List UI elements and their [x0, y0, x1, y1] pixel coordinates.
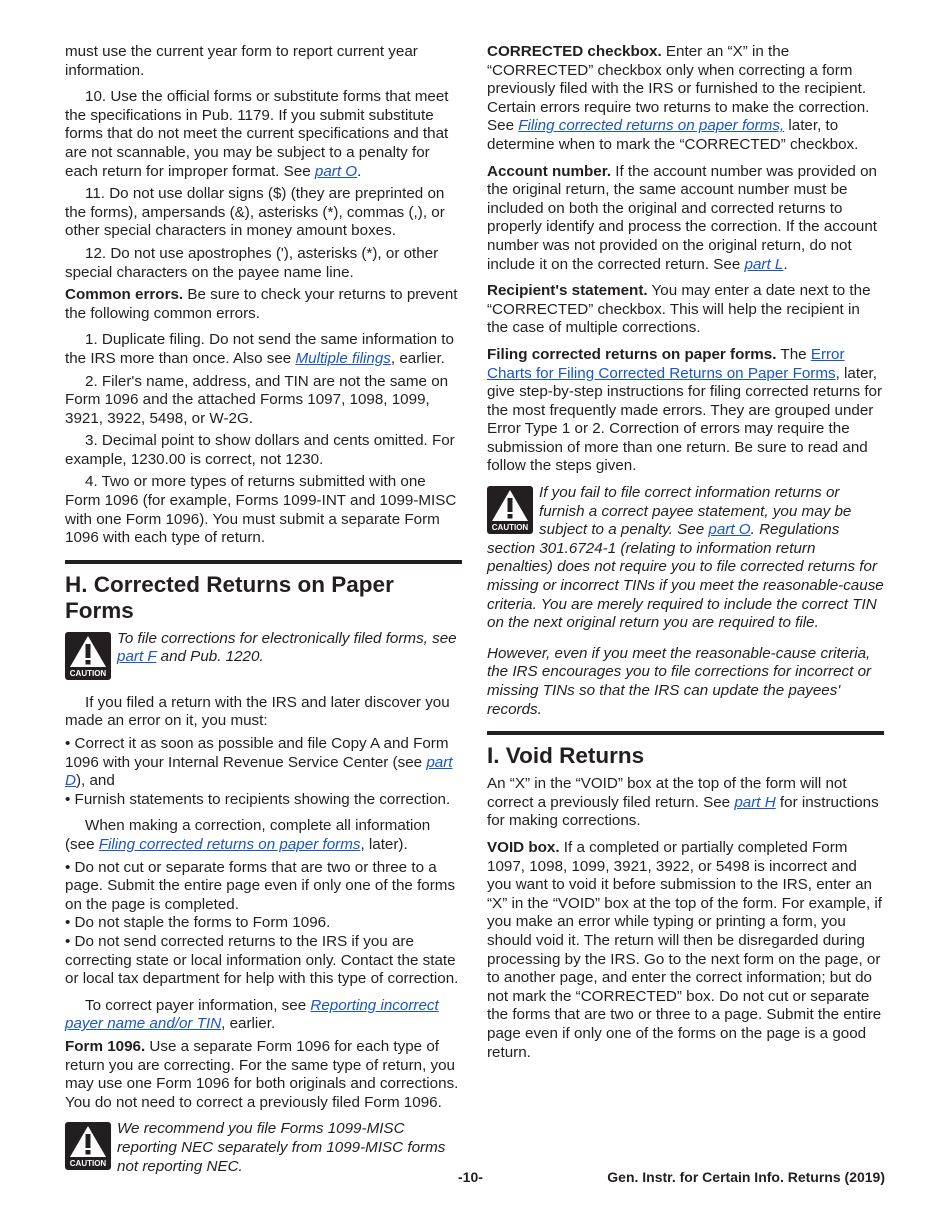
caution-label: CAUTION: [491, 523, 529, 533]
text: Be sure to check your returns to prevent the following common errors.: [65, 286, 458, 322]
text: • Do not cut or separate forms that are two or three to a page. Submit the entire page even if only one of the forms on the page is completed.: [65, 858, 456, 913]
caution-icon: [487, 486, 533, 534]
text: 2. Filer's name, address, and TIN are not the same on Form 1096 and the attached Forms 1097, 1098, 1099, 3921, 3922, 5498, or W-2G.: [65, 372, 449, 427]
run-in-heading: Common errors.: [65, 286, 184, 304]
text: must use the current year form to report current year information.: [65, 43, 418, 79]
text: 12. Do not use apostrophes ('), asterisks (*), or other special characters on the payee name line.: [65, 244, 439, 281]
paragraph: [65, 859, 462, 915]
paragraph: [487, 839, 884, 1062]
cross-reference-link[interactable]: part O: [708, 521, 751, 539]
cross-reference-link[interactable]: Error Charts for Filing Corrected Returns on Paper Forms: [487, 345, 845, 382]
text: The: [776, 345, 811, 363]
paragraph: [65, 817, 462, 854]
text: I. Void Returns: [487, 743, 645, 769]
section-heading: [487, 731, 884, 769]
text: for instructions for making corrections.: [487, 793, 879, 830]
text: 4. Two or more types of returns submitted with one Form 1096 (for example, Forms 1099-INT and 1099-MISC with one Form 1096). You must submit a separate Form 1096 with each type of return.: [65, 473, 457, 547]
caution-note: [65, 1120, 462, 1176]
paragraph: [65, 1038, 462, 1112]
section-heading: [65, 560, 462, 624]
text: To correct payer information, see: [85, 996, 311, 1014]
cross-reference-link[interactable]: part O: [314, 162, 358, 180]
text: If a completed or partially completed Form 1097, 1098, 1099, 3921, 3922, or 5498 is incorrect and you want to void it before submission to the IRS, enter an “X” in the “VOID” box at the top of the form. For example, if you make an error while typing or printing a form, you should void it. The return will then be disregarded during processing by the IRS. Go to the next form on the page, or to another page, and enter the correct information; but do not mark the “CORRECTED” box. Do not cut or separate the forms that are two or three to a page. Submit the entire page even if only one of the forms on the page is a good return.: [487, 838, 883, 1061]
text: You may enter a date next to the “CORRECTED” checkbox. This will help the recipient in the case of multiple corrections.: [487, 282, 871, 337]
page-number: -10-: [458, 1169, 483, 1185]
text: .: [783, 255, 788, 273]
footer-title: Gen. Instr. for Certain Info. Returns (2019): [607, 1169, 885, 1185]
text: later, to determine when to mark the “CORRECTED” checkbox.: [487, 117, 859, 153]
text: If the account number was provided on the original return, the same account number must be included on both the original and corrected returns to properly identify and process the correction. If the account number was not provided on the original return, do not include it on the corrected return. See: [487, 162, 878, 273]
paragraph: [487, 775, 884, 831]
caution-icon: [65, 1122, 111, 1170]
paragraph: [65, 473, 462, 547]
paragraph: [65, 997, 462, 1034]
run-in-heading: VOID box.: [487, 838, 560, 856]
caution-note: [487, 484, 884, 633]
caution-label: CAUTION: [69, 668, 107, 678]
run-in-heading: Recipient's statement.: [487, 282, 648, 300]
text: • Do not staple the forms to Form 1096.: [65, 914, 331, 932]
paragraph: [65, 245, 462, 282]
right-column: [487, 43, 884, 1070]
paragraph: [65, 185, 462, 241]
caution-icon: [65, 632, 111, 680]
caution-label: CAUTION: [69, 1159, 107, 1169]
text: To file corrections for electronically filed forms, see: [117, 629, 457, 647]
run-in-heading: Filing corrected returns on paper forms.: [487, 345, 777, 363]
text: If you fail to file correct information returns or furnish a correct payee statement, you may be subject to a penalty. See: [539, 484, 852, 539]
paragraph: [65, 735, 462, 791]
paragraph: [487, 645, 884, 719]
text: ), and: [75, 772, 115, 790]
paragraph: [487, 346, 884, 476]
text: , later).: [360, 836, 408, 853]
text: , earlier.: [221, 1015, 276, 1033]
paragraph: [487, 282, 884, 338]
text: . Regulations section 301.6724-1 (relating to information return penalties) does not require you to file corrected returns for missing or incorrect TINs if you meet the reasonable-cause criteria. You are merely required to include the correct TIN on the next original return you are required to file.: [487, 521, 884, 632]
run-in-heading: Form 1096.: [65, 1037, 146, 1055]
text: We recommend you file Forms 1099-MISC reporting NEC separately from 1099-MISC forms not reporting NEC.: [117, 1120, 446, 1175]
run-in-heading: CORRECTED checkbox.: [487, 43, 662, 60]
cross-reference-link[interactable]: part D: [65, 753, 453, 790]
text: , later, give step-by-step instructions for filing corrected returns for the most frequently made errors. They are grouped under Error Type 1 or 2. Correction of errors may require the submission of more than one return. Be sure to read and follow the steps given.: [487, 364, 883, 475]
paragraph: [65, 286, 462, 323]
text: H. Corrected Returns on Paper Forms: [65, 571, 394, 623]
paragraph: [487, 163, 884, 275]
run-in-heading: Account number.: [487, 162, 612, 180]
paragraph: [65, 331, 462, 368]
caution-note: [65, 630, 462, 682]
paragraph: [65, 88, 462, 181]
left-column: [65, 43, 462, 1188]
paragraph: [487, 43, 884, 155]
paragraph: [65, 373, 462, 429]
cross-reference-link[interactable]: part F: [117, 648, 157, 666]
text: • Correct it as soon as possible and file Copy A and Form 1096 with your Internal Revenue Service Center (see: [65, 735, 449, 771]
text: 1. Duplicate filing. Do not send the same information to the IRS more than once. Also see: [65, 331, 454, 367]
cross-reference-link[interactable]: Filing corrected returns on paper forms,: [518, 117, 785, 135]
text: .: [357, 162, 362, 180]
text: If you filed a return with the IRS and later discover you made an error on it, you must:: [65, 693, 450, 730]
cross-reference-link[interactable]: part H: [734, 793, 776, 811]
text: Enter an “X” in the “CORRECTED” checkbox only when correcting a form previously filed with the IRS or furnished to the recipient. Certain errors require two returns to make the correction. See: [487, 43, 870, 135]
text: 3. Decimal point to show dollars and cents omitted. For example, 1230.00 is correct, not 1230.: [65, 432, 455, 468]
text: However, even if you meet the reasonable-cause criteria, the IRS encourages you to file corrections for incorrect or missing TINs so that the IRS can update the payees' records.: [487, 644, 872, 718]
paragraph: [65, 914, 462, 933]
text: , earlier.: [390, 349, 445, 367]
paragraph: [65, 933, 462, 989]
text: 10. Use the official forms or substitute forms that meet the specifications in Pub. 1179. If you submit substitute forms that do not meet the current specifications and that are not scannable, you may be subject to a penalty for each return for improper format. See: [65, 88, 449, 180]
text: • Furnish statements to recipients showing the correction.: [65, 790, 451, 808]
text: • Do not send corrected returns to the IRS if you are correcting state or local information only. Contact the state or local tax department for help with this type of correction.: [65, 932, 459, 988]
cross-reference-link[interactable]: part L: [744, 255, 784, 273]
paragraph: [65, 694, 462, 731]
text: When making a correction, complete all information (see: [65, 817, 431, 853]
paragraph: [65, 791, 462, 810]
text: 11. Do not use dollar signs ($) (they are preprinted on the forms), ampersands (&), asterisks (*), commas (,), or other special characters in money amount boxes.: [65, 185, 445, 240]
paragraph: [65, 43, 462, 80]
text: and Pub. 1220.: [156, 648, 264, 666]
cross-reference-link[interactable]: Filing corrected returns on paper forms: [98, 836, 361, 853]
paragraph: [65, 432, 462, 469]
cross-reference-link[interactable]: Reporting incorrect payer name and/or TIN: [65, 996, 439, 1033]
text: Use a separate Form 1096 for each type of return you are correcting. For the same type of return, you may use one Form 1096 for both originals and corrections. You do not need to correct a previously filed Form 1096.: [65, 1037, 459, 1111]
cross-reference-link[interactable]: Multiple filings: [295, 349, 391, 367]
text: An “X” in the “VOID” box at the top of the form will not correct a previously filed return. See: [487, 775, 847, 811]
